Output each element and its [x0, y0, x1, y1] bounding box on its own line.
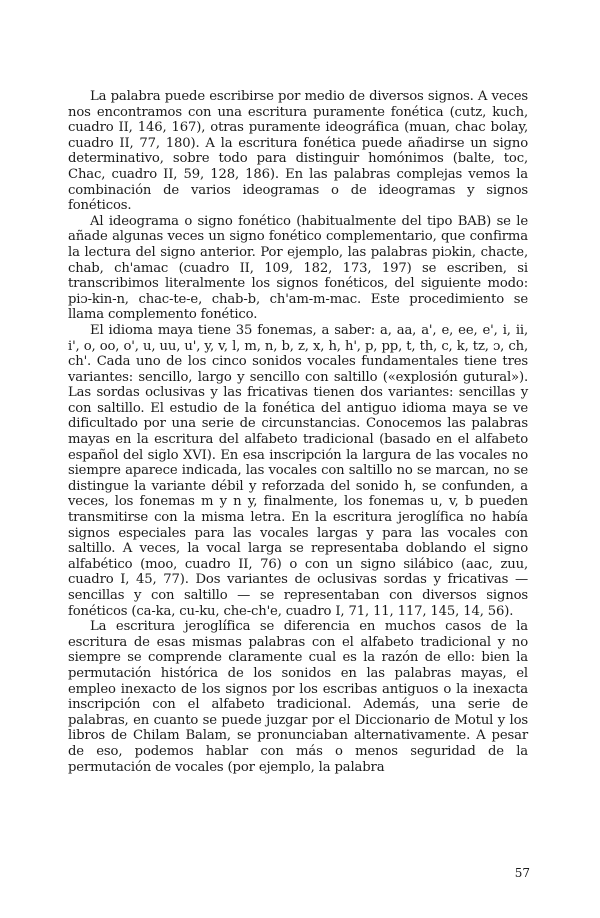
page-number: 57 — [514, 866, 530, 880]
paragraph-phonemes: El idioma maya tiene 35 fonemas, a saber: a, aa, a', e, ee, e', i, ii, i', o, oo, o', u, uu, u', y, v, l, m, n, b, z, x, h, h', p, pp, t, th, c, k, tz, ɔ, ch, ch'. Cada uno de los cinco sonidos vocales fundamentales tiene tres variantes: sencillo, largo y sencillo con saltillo («explosión gutural»). Las sordas oclusivas y las fricativas tienen dos variantes: sencillas y con saltillo. El estudio de la fonética del antiguo idioma maya se ve dificultado por una serie de circunstancias. Conocemos las palabras mayas en la escritura del alfabeto tradicional (basado en el alfabeto español del siglo XVI). En esa inscripción la largura de las vocales no siempre aparece indicada, las vocales con saltillo no se marcan, no se distingue la variante débil y reforzada del sonido h, se confunden, a veces, los fonemas m y n y, finalmente, los fonemas u, v, b pueden transmitirse con la misma letra. En la escritura jeroglífica no había signos especiales para las vocales largas y para las vocales con saltillo. A veces, la vocal larga se representaba doblando el signo alfabético (moo, cuadro II, 76) o con un signo silábico (aac, zuu, cuadro I, 45, 77). Dos variantes de oclusivas sordas y fricativas — sencillas y con saltillo — se representaban con diversos signos fonéticos (ca-ka, cu-ku, che-ch'e, cuadro I, 71, 11, 117, 145, 14, 56). — [68, 322, 528, 619]
paragraph-signs: La palabra puede escribirse por medio de diversos signos. A veces nos encontramos con una escritura puramente fonética (cutz, kuch, cuadro II, 146, 167), otras puramente ideográfica (muan, chac bolay, cuadro II, 77, 180). A la escritura fonética puede añadirse un signo determinativo, sobre todo para distinguir homónimos (balte, toc, Chac, cuadro II, 59, 128, 186). En las palabras complejas vemos la combinación de varios ideogramas o de ideogramas y signos fonéticos. — [68, 89, 528, 214]
paragraph-phonetic-complement: Al ideograma o signo fonético (habitualmente del tipo BAB) se le añade algunas veces un signo fonético complementario, que confirma la lectura del signo anterior. Por ejemplo, las palabras piɔkin, chacte, chab, ch'amac (cuadro II, 109, 182, 173, 197) se escriben, si transcribimos literalmente los signos fonéticos, del siguiente modo: piɔ-kin-n, chac-te-e, chab-b, ch'am-m-mac. Este procedimiento se llama complemento fonético. — [68, 213, 528, 323]
page-body — [68, 89, 528, 775]
paragraph-hieroglyphic-differences: La escritura jeroglífica se diferencia en muchos casos de la escritura de esas mismas palabras con el alfabeto tradicional y no siempre se comprende claramente cual es la razón de ello: bien la permutación histórica de los sonidos en las palabras mayas, el empleo inexacto de los signos por los escribas antiguos o la inexacta inscripción con el alfabeto tradicional. Además, una serie de palabras, en cuanto se puede juzgar por el Diccionario de Motul y los libros de Chilam Balam, se pronunciaban alternativamente. A pesar de eso, podemos hablar con más o menos seguridad de la permutación de vocales (por ejemplo, la palabra — [68, 619, 528, 775]
